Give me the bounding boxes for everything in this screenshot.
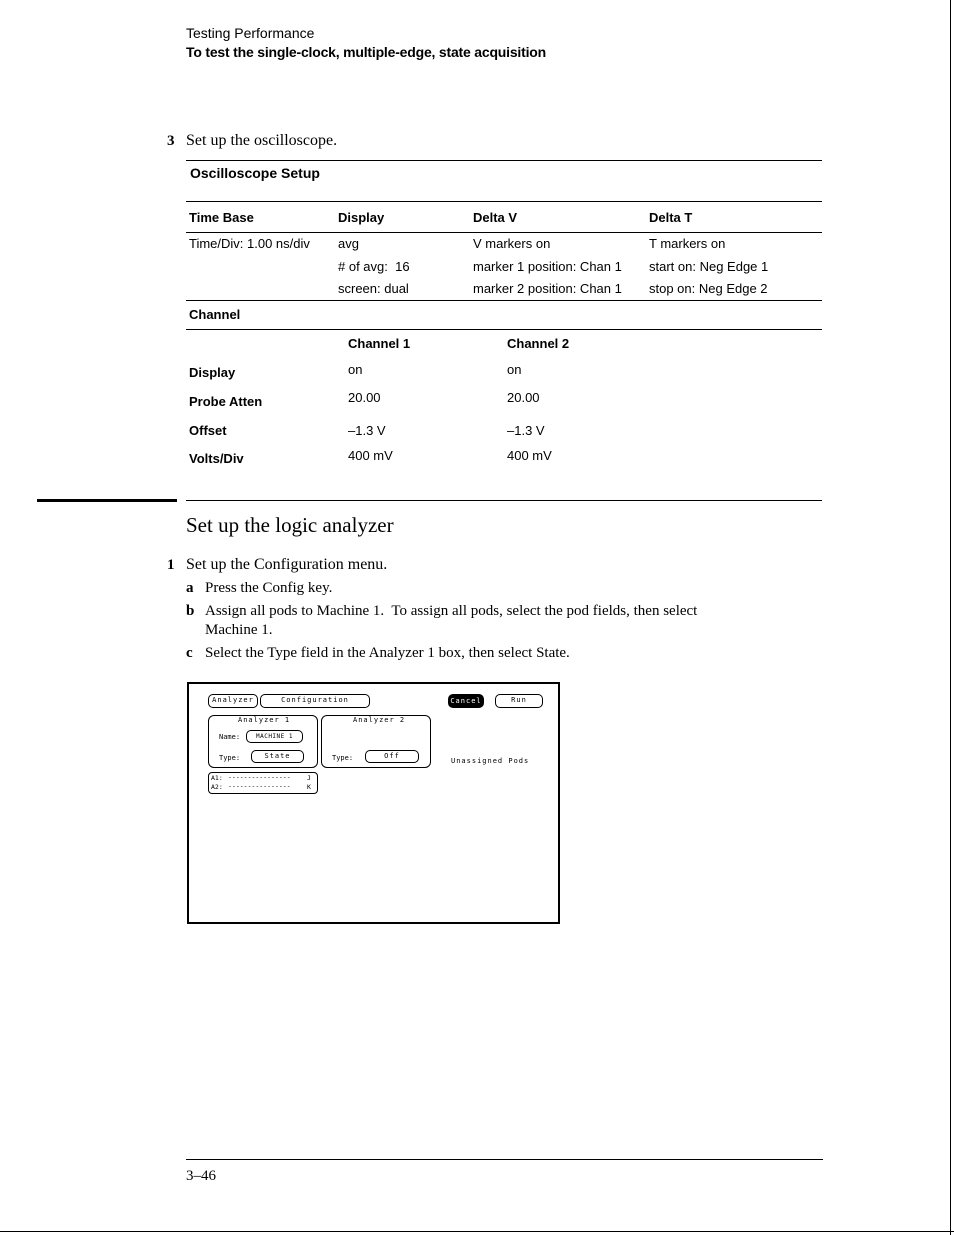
ch1-display: on xyxy=(348,362,363,377)
channel-title: Channel xyxy=(189,307,241,322)
col-header-deltat: Delta T xyxy=(649,210,693,225)
table-title: Oscilloscope Setup xyxy=(190,165,320,181)
step-number: 3 xyxy=(167,133,175,149)
deltav-value: V markers on xyxy=(473,236,551,251)
page-edge xyxy=(0,1231,954,1232)
substep-letter: a xyxy=(186,580,194,596)
running-header-section: Testing Performance xyxy=(186,25,315,41)
analyzer2-box xyxy=(321,715,431,768)
deltav-value: marker 1 position: Chan 1 xyxy=(473,259,622,274)
channel2-header: Channel 2 xyxy=(507,336,570,351)
substep-text: Press the Config key. xyxy=(205,580,333,596)
col-header-display: Display xyxy=(338,210,385,225)
analyzer1-title: Analyzer 1 xyxy=(238,716,291,724)
unassigned-pods-label: Unassigned Pods xyxy=(451,757,530,765)
step-text: Set up the Configuration menu. xyxy=(186,556,388,573)
deltav-value: marker 2 position: Chan 1 xyxy=(473,281,622,296)
analyzer-button[interactable]: Analyzer xyxy=(208,694,258,708)
analyzer2-title: Analyzer 2 xyxy=(353,716,406,724)
channel1-header: Channel 1 xyxy=(348,336,411,351)
table-rule xyxy=(186,300,822,301)
table-rule xyxy=(186,201,822,202)
page-number: 3–46 xyxy=(186,1168,216,1184)
pod-a1-bits[interactable]: ---------------- xyxy=(228,773,291,781)
substep-letter: b xyxy=(186,603,195,619)
analyzer-screen xyxy=(187,682,560,924)
substep-letter: c xyxy=(186,645,193,661)
name-label: Name: xyxy=(219,733,241,741)
footer-rule xyxy=(186,1159,823,1160)
display-value: # of avg: 16 xyxy=(338,259,410,274)
running-header-title: To test the single-clock, multiple-edge, state acquisition xyxy=(186,44,546,60)
ch1-volts-div: 400 mV xyxy=(348,448,393,463)
type-label: Type: xyxy=(219,754,241,762)
type2-label: Type: xyxy=(332,754,354,762)
pod-assignment-box[interactable] xyxy=(208,772,318,794)
name-field[interactable]: MACHINE 1 xyxy=(246,730,303,743)
configuration-button[interactable]: Configuration xyxy=(260,694,370,708)
display-value: screen: dual xyxy=(338,281,409,296)
pod-a2-label: A2: xyxy=(211,783,223,791)
run-button[interactable]: Run xyxy=(495,694,543,708)
table-rule xyxy=(186,329,822,330)
pod-a2-bits[interactable]: ---------------- xyxy=(228,782,291,790)
row-label-volts-div: Volts/Div xyxy=(189,451,244,466)
pod-a2-clock: K xyxy=(307,783,311,791)
page-edge xyxy=(950,0,951,1235)
pod-a1-clock: J xyxy=(307,774,311,782)
deltat-value: T markers on xyxy=(649,236,726,251)
ch1-offset: –1.3 V xyxy=(348,423,386,438)
step-number: 1 xyxy=(167,557,175,573)
section-rule xyxy=(186,500,822,501)
table-rule xyxy=(186,232,822,233)
substep-text: Select the Type field in the Analyzer 1 box, then select State. xyxy=(205,645,570,661)
ch2-volts-div: 400 mV xyxy=(507,448,552,463)
pod-a1-label: A1: xyxy=(211,774,223,782)
ch2-display: on xyxy=(507,362,522,377)
cancel-button[interactable]: Cancel xyxy=(448,694,484,708)
section-heading: Set up the logic analyzer xyxy=(186,513,394,537)
col-header-timebase: Time Base xyxy=(189,210,254,225)
row-label-display: Display xyxy=(189,365,236,380)
timebase-value: Time/Div: 1.00 ns/div xyxy=(189,236,310,251)
section-bar xyxy=(37,499,177,502)
table-top-rule xyxy=(186,160,822,161)
ch1-probe-atten: 20.00 xyxy=(348,390,381,405)
substep-text: Machine 1. xyxy=(205,622,273,638)
type-off-field[interactable]: Off xyxy=(365,750,419,763)
row-label-offset: Offset xyxy=(189,423,227,438)
analyzer1-box xyxy=(208,715,318,768)
substep-text: Assign all pods to Machine 1. To assign all pods, select the pod fields, then select xyxy=(205,603,698,619)
row-label-probe-atten: Probe Atten xyxy=(189,394,263,409)
deltat-value: stop on: Neg Edge 2 xyxy=(649,281,768,296)
ch2-offset: –1.3 V xyxy=(507,423,545,438)
deltat-value: start on: Neg Edge 1 xyxy=(649,259,769,274)
type-state-field[interactable]: State xyxy=(251,750,304,763)
ch2-probe-atten: 20.00 xyxy=(507,390,540,405)
col-header-deltav: Delta V xyxy=(473,210,518,225)
step-text: Set up the oscilloscope. xyxy=(186,132,338,149)
display-value: avg xyxy=(338,236,359,251)
